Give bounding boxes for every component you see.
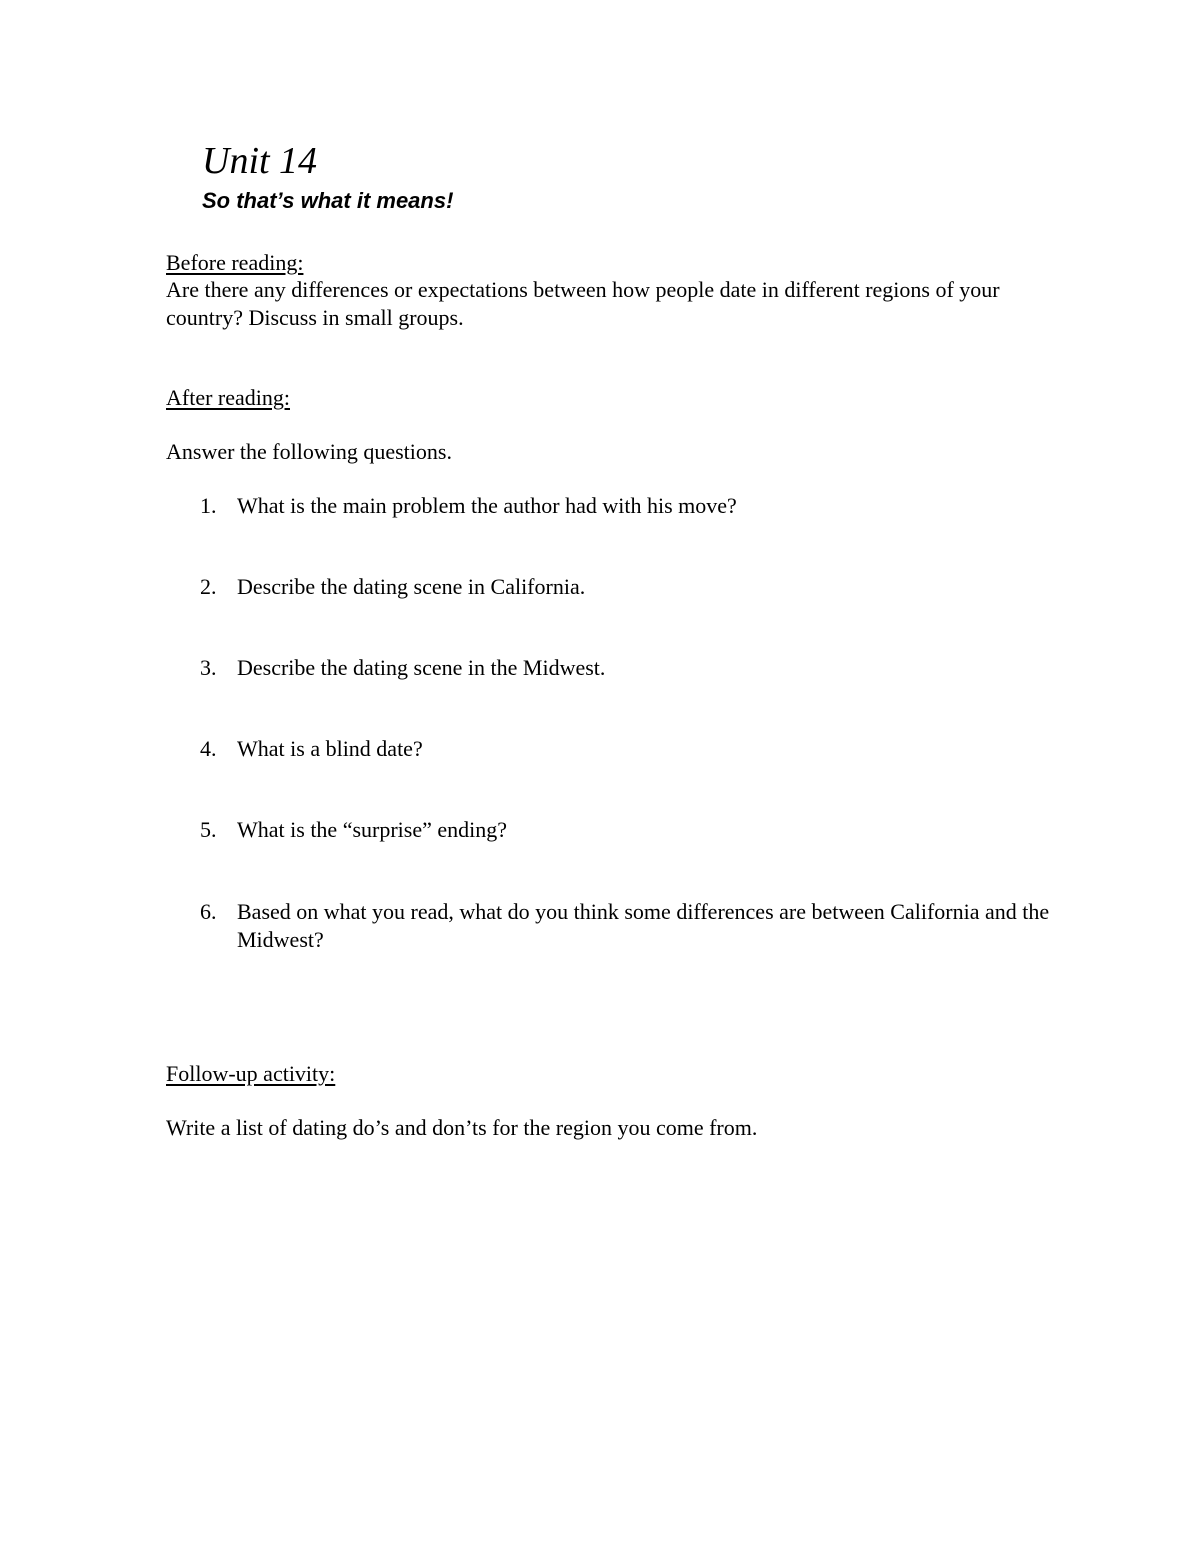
question-number: 1.	[200, 493, 217, 518]
question-item	[200, 492, 1050, 520]
after-reading-instruction: Answer the following questions.	[166, 439, 452, 464]
question-text: Based on what you read, what do you think some differences are between California and the Midwest?	[237, 899, 1050, 952]
question-number: 3.	[200, 655, 217, 680]
question-number: 5.	[200, 817, 217, 842]
question-text: Describe the dating scene in California.	[237, 574, 586, 599]
question-item	[200, 735, 1050, 763]
question-number: 6.	[200, 899, 217, 924]
unit-subtitle: So that’s what it means!	[202, 188, 454, 213]
question-text: Describe the dating scene in the Midwest.	[237, 655, 606, 680]
question-number: 2.	[200, 574, 217, 599]
before-reading-heading: Before reading:	[166, 250, 304, 275]
after-reading-heading: After reading:	[166, 385, 290, 410]
question-item	[200, 573, 1050, 601]
follow-up-heading: Follow-up activity:	[166, 1061, 336, 1086]
question-number: 4.	[200, 736, 217, 761]
question-text: What is the main problem the author had with his move?	[237, 493, 737, 518]
question-text: What is a blind date?	[237, 736, 423, 761]
question-item	[200, 898, 1050, 954]
question-item	[200, 654, 1050, 682]
question-text: What is the “surprise” ending?	[237, 817, 508, 842]
question-item	[200, 816, 1050, 844]
follow-up-text: Write a list of dating do’s and don’ts for the region you come from.	[166, 1115, 758, 1140]
before-reading-text: Are there any differences or expectations between how people date in different regions of your country? Discuss in small groups.	[166, 277, 1000, 330]
unit-title: Unit 14	[202, 140, 318, 182]
